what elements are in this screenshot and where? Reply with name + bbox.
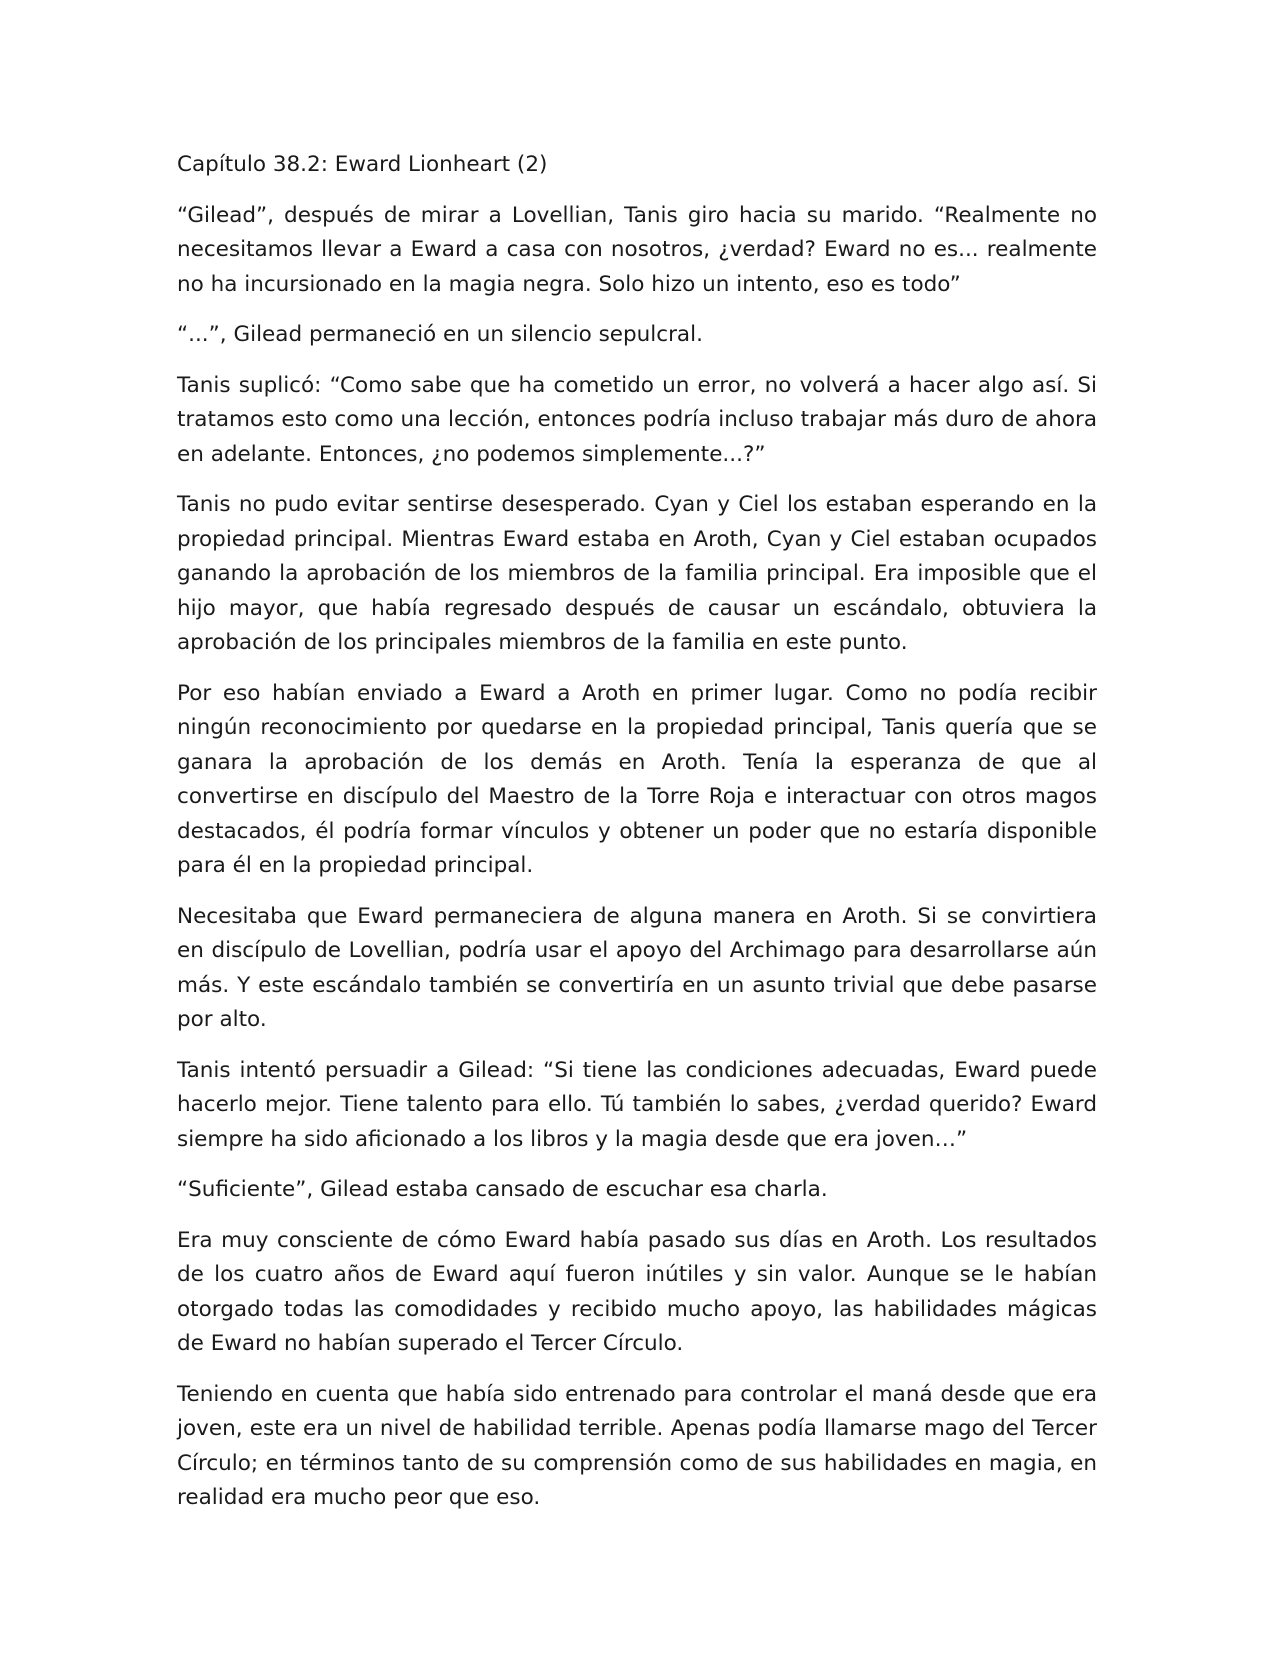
document-body xyxy=(177,148,1097,1532)
paragraph: “Gilead”, después de mirar a Lovellian, Tanis giro hacia su marido. “Realmente no necesitamos llevar a Eward a casa con nosotros, ¿verdad? Eward no es... realmente no ha incursionado en la magia negra. Solo hizo un intento, eso es todo” xyxy=(177,202,1097,297)
paragraph: Tanis intentó persuadir a Gilead: “Si tiene las condiciones adecuadas, Eward puede hacerlo mejor. Tiene talento para ello. Tú también lo sabes, ¿verdad querido? Eward siempre ha sido aficionado a los libros y la magia desde que era joven…” xyxy=(177,1057,1097,1152)
chapter-title: Capítulo 38.2: Eward Lionheart (2) xyxy=(177,152,548,177)
paragraph: “Suficiente”, Gilead estaba cansado de escuchar esa charla. xyxy=(177,1177,828,1202)
paragraph: Tanis no pudo evitar sentirse desesperado. Cyan y Ciel los estaban esperando en la propiedad principal. Mientras Eward estaba en Aroth, Cyan y Ciel estaban ocupados ganando la aprobación de los miembros de la familia principal. Era imposible que el hijo mayor, que había regresado después de causar un escándalo, obtuviera la aprobación de los principales miembros de la familia en este punto. xyxy=(177,492,1097,655)
paragraph: Era muy consciente de cómo Eward había pasado sus días en Aroth. Los resultados de los cuatro años de Eward aquí fueron inútiles y sin valor. Aunque se le habían otorgado todas las comodidades y recibido mucho apoyo, las habilidades mágicas de Eward no habían superado el Tercer Círculo. xyxy=(177,1227,1097,1356)
paragraph: Teniendo en cuenta que había sido entrenado para controlar el maná desde que era joven, este era un nivel de habilidad terrible. Apenas podía llamarse mago del Tercer Círculo; en términos tanto de su comprensión como de sus habilidades en magia, en realidad era mucho peor que eso. xyxy=(177,1381,1097,1510)
paragraph: Necesitaba que Eward permaneciera de alguna manera en Aroth. Si se convirtiera en discípulo de Lovellian, podría usar el apoyo del Archimago para desarrollarse aún más. Y este escándalo también se convertiría en un asunto trivial que debe pasarse por alto. xyxy=(177,903,1097,1032)
paragraph: Tanis suplicó: “Como sabe que ha cometido un error, no volverá a hacer algo así. Si tratamos esto como una lección, entonces podría incluso trabajar más duro de ahora en adelante. Entonces, ¿no podemos simplemente...?” xyxy=(177,372,1097,467)
paragraph: “...”, Gilead permaneció en un silencio sepulcral. xyxy=(177,322,703,347)
paragraph: Por eso habían enviado a Eward a Aroth en primer lugar. Como no podía recibir ningún reconocimiento por quedarse en la propiedad principal, Tanis quería que se ganara la aprobación de los demás en Aroth. Tenía la esperanza de que al convertirse en discípulo del Maestro de la Torre Roja e interactuar con otros magos destacados, él podría formar vínculos y obtener un poder que no estaría disponible para él en la propiedad principal. xyxy=(177,680,1097,878)
